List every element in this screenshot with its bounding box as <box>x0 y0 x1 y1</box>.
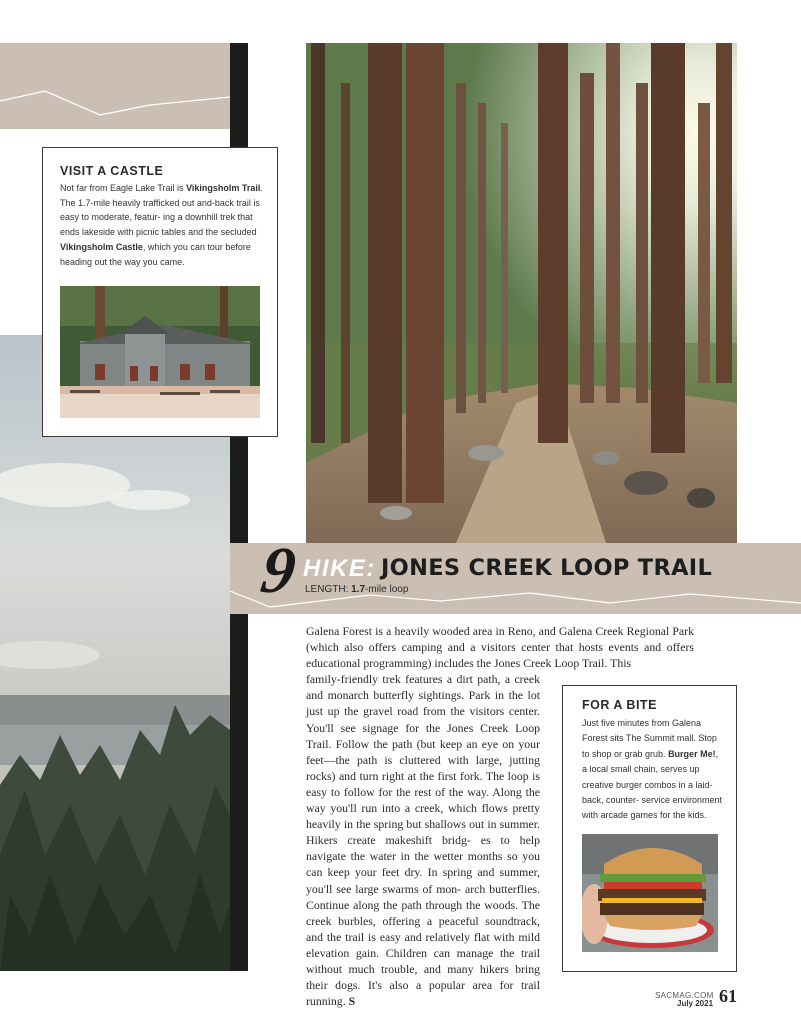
visit-a-castle-box <box>42 147 278 437</box>
burger-photo <box>582 834 718 952</box>
article-intro: Galena Forest is a heavily wooded area in Reno, and Galena Creek Regional Park (which also offers camping and a visitors center that hosts events and offers educational programming) includes the Jones Creek Loop Trail. This <box>306 624 694 671</box>
footer-site: SACMAG.COM <box>655 991 714 1000</box>
end-mark: S <box>348 994 356 1009</box>
article-paragraph-text: family-friendly trek features a dirt path, a creek and monarch butterfly sightings. Park in the lot just up the gravel road from the visitors center. You'll see signage for the Jones Creek Loop Trail. Follow the path (but keep an eye on your feet—the path is cluttered with large, jutting rocks) and turn right at the first fork. The loop is easy to follow for the rest of the way. Along the way you'll run into a creek, which flows pretty heavily in the spring but shallows out in summer. Hikers create makeshift bridg- es to help navigate the water in the wetter months so you can keep your feet dry. In spring and summer, you'll see large swarms of mon- arch butterflies. Continue along the path through the woods. The creek burbles, offering a peaceful soundtrack, and the trail is easy and relatively flat with mild elevation gain. Children can manage the trail without much trouble, and many hikers bring their dogs. It's also a popular area for trail running. <box>306 672 540 1009</box>
castle-text-1: Not far from Eagle Lake Trail is <box>60 183 187 193</box>
castle-description <box>60 181 264 269</box>
decorative-band-top <box>0 43 230 129</box>
forest-trail-photo <box>306 43 737 543</box>
length-unit: -mile loop <box>365 584 409 595</box>
castle-bold-trail: Vikingsholm Trail <box>186 183 261 193</box>
trail-length <box>305 584 408 595</box>
bite-text-2: , a local small chain, serves up creative burger combos in a laid-back, counter- service environment with arcade games for the kids. <box>582 748 723 821</box>
footer-date: July 2021 <box>677 999 714 1008</box>
page-number: 61 <box>719 986 737 1006</box>
castle-bold-castle: Vikingsholm Castle <box>60 241 143 252</box>
length-label: LENGTH: <box>305 584 352 595</box>
castle-text-2: . The 1.7-mile heavily trafficked out and-back trail is easy to moderate, featur- ing a downhill trek that ends lakeside with picnic tables and the secluded <box>60 183 263 238</box>
castle-heading: VISIT A CASTLE <box>60 164 164 178</box>
bite-bold-restaurant: Burger Me! <box>668 748 716 759</box>
length-value: 1.7 <box>351 584 366 595</box>
article-paragraph <box>306 671 540 1009</box>
for-a-bite-box <box>562 685 737 972</box>
castle-text-3: , which you can tour before heading out the way you came. <box>60 241 251 267</box>
bite-heading: FOR A BITE <box>582 698 657 712</box>
bite-text-1: Just five minutes from Galena Forest sits The Summit mall. Stop to shop or grab grub. <box>582 718 717 759</box>
vikingsholm-castle-photo <box>60 286 260 418</box>
bite-description <box>582 716 724 824</box>
trail-number: 9 <box>256 534 301 607</box>
hike-kicker: HIKE: <box>303 555 376 582</box>
zigzag-line <box>0 43 230 129</box>
trail-title: JONES CREEK LOOP TRAIL <box>381 555 713 581</box>
